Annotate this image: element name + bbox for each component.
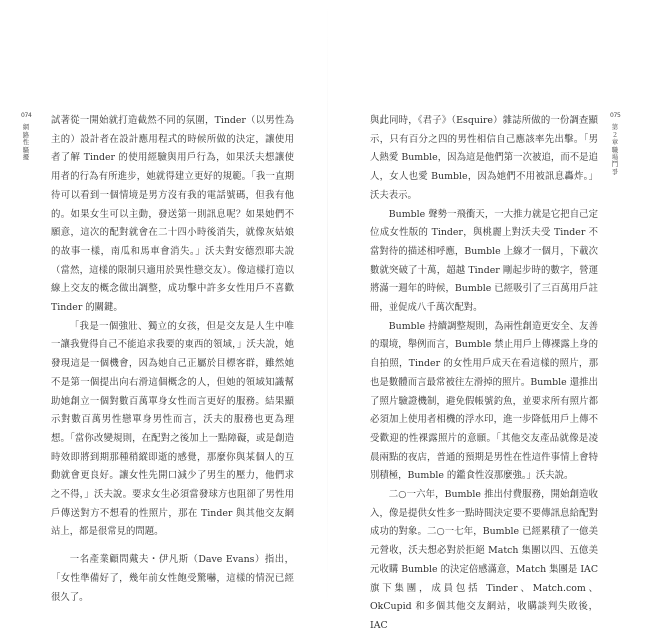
right-paragraph-3: Bumble 持續調整規則，為兩性創造更安全、友善的環境，舉例而言，Bumble 禁止用戶上傳裸露上身的自拍照，Tinder 的女性用戶成天在看這樣的照片，那也是數體而言最常被往左滑掉的照片。Bumble 還推出了照片驗證機制，避免假帳號釣魚，並要求所有照片都必須加上使用者相機的浮水印，進一步降低用戶上傳不受歡迎的性裸露照片的意願。「其他交友產品就像是凌晨兩點的夜店，普通的預期是男性在性這件事情上會特別積極，Bumble 的鑑食性沒那麼強。」沃夫說。 xyxy=(370,320,598,482)
left-paragraph-2: 「我是一個強壯、獨立的女孩，但是交友是人生中唯一讓我覺得自己不能追求我要的東西的領域，」沃夫說，她發現這是一個機會，因為她自己正屬於目標客群，雖然她不是第一個提出向右滑這個概念的人，但她的領域知識幫助她創立一個對數百萬單身女性而言更好的服務。結果顯示對數百萬男性戀單身男性而言，沃夫的服務也更為理想。「當你改變規則，在配對之後加上一點障礙，或是創造時效即將到期那種稍縱即逝的感覺，那麼你與某個人的互動就會更良好。讓女性先開口減少了男生的壓力，他們求之不得，」沃夫說。要求女生必須當發球方也阻卻了男性用戶傳送對方不想看的性照片，那在 Tinder 與其他交友網站上，都是很常見的問題。 xyxy=(51,320,294,538)
right-page xyxy=(327,0,655,631)
right-body-text xyxy=(370,112,598,636)
left-running-head xyxy=(21,112,31,161)
right-paragraph-2: Bumble 聲勢一飛衝天，一大推力就是它把自己定位成女性版的 Tinder，與桃麗上對沃夫受 Tinder 不當對待的描述相呼應，Bumble 上線才一個月，下載次數就突破了十萬，超越 Tinder 剛起步時的數字，營運將滿一週年的時候，Bumble 已經吸引了三百萬用戶註冊，並促成八千萬次配對。 xyxy=(370,208,598,314)
left-page-number: 074 xyxy=(21,112,32,119)
right-page-number: 075 xyxy=(610,112,621,119)
left-page xyxy=(0,0,327,609)
left-paragraph-1: 試著從一開始就打造截然不同的氛圍，Tinder（以男性為主的）設計者在設計應用程式的時候所做的決定，讓使用者了解 Tinder 的使用經驗與用戶行為，如果沃夫想讓使用者的行為有所進步，她就得建立更好的規範。「我一直期待可以看到一個情境是男方沒有我的電話號碼，但我有他的。如果女生可以主動，發送第一則訊息呢？如果她們不願意，這次的配對就會在二十四小時後消失，就像灰姑娘的故事一樣，南瓜和馬車會消失。」沃夫對安德烈耶夫說（當然，這樣的限制只適用於異性戀交友）。像這樣打造以線上交友的概念做出調整，成功擊中許多女性用戶不喜歡 Tinder 的關鍵。 xyxy=(51,115,294,314)
right-running-head xyxy=(610,112,625,176)
left-body-text xyxy=(51,112,294,607)
left-running-title: 網路性騷擾 xyxy=(22,123,30,162)
right-running-title: 第２章 職場鬥爭 xyxy=(611,123,625,176)
left-paragraph-3: 一名產業顧問戴夫・伊凡斯（Dave Evans）指出，「女性準備好了，幾年前女性飽受驚嚇，這樣的情況已經很久了。 xyxy=(51,554,294,603)
right-paragraph-4: 二○一六年，Bumble 推出付費服務，開始創造收入，像是提供女性多一點時間決定要不要傳訊息給配對成功的對象。二○一七年，Bumble 已經累積了一億美元營收，沃夫想必對於拒絕 Match 集團以四、五億美元收購 Bumble 的決定倍感滿意，Match 集團是 IAC 旗下集團，成員包括 Tinder、Match.com、OkCupid 和多個其他交友網站，收購談判失敗後，IAC xyxy=(370,489,598,631)
right-paragraph-1: 與此同時，《君子》（Esquire）雜誌所做的一份調查顯示，只有百分之四的男性相信自己應該率先出擊。「男人熱愛 Bumble，因為這是他們第一次被追，而不是追人，女人也愛 Bumble，因為她們不用被訊息轟炸。」沃夫表示。 xyxy=(370,115,598,201)
